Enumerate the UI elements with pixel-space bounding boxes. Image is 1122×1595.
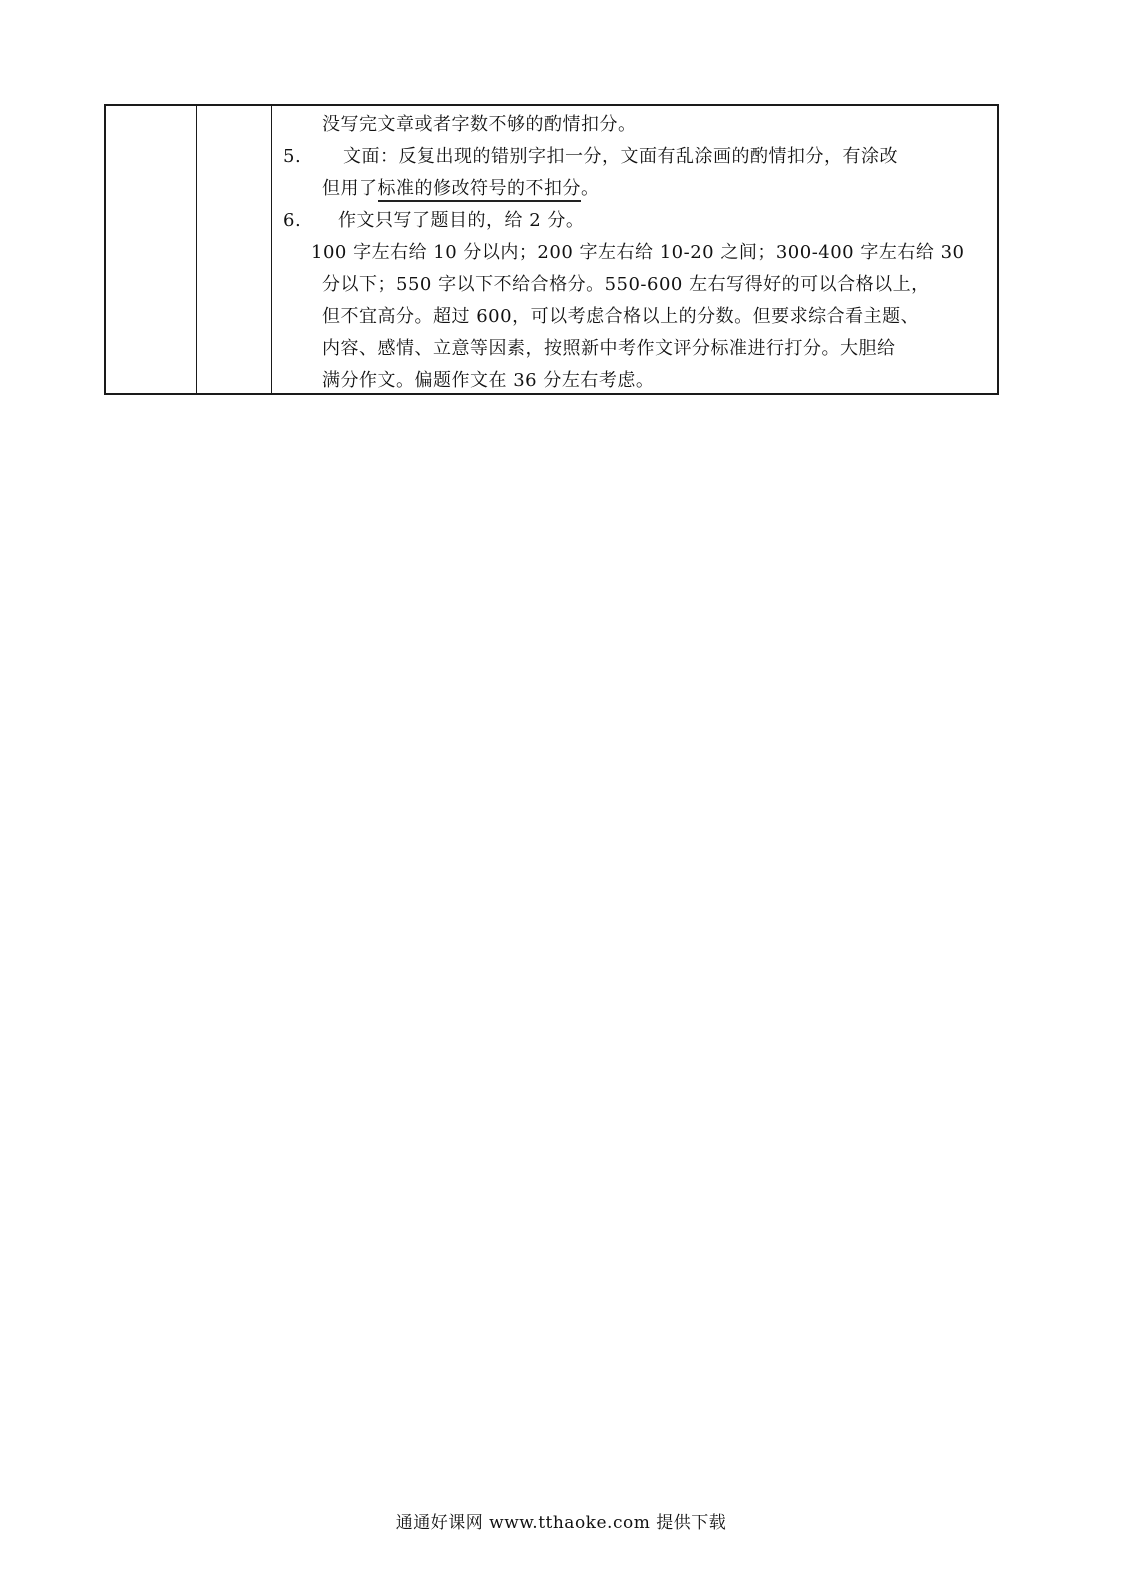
list-item-5-continuation bbox=[322, 178, 600, 200]
continuation-text: 没写完文章或者字数不够的酌情扣分。 bbox=[322, 114, 637, 135]
table-cell-empty bbox=[197, 106, 271, 393]
table-cell-empty bbox=[106, 106, 196, 393]
paragraph-line: 100 字左右给 10 分以内；200 字左右给 10-20 之间；300-400 字左右给 30 bbox=[311, 242, 965, 263]
paragraph-line: 满分作文。偏题作文在 36 分左右考虑。 bbox=[322, 370, 655, 391]
list-item-5 bbox=[283, 146, 898, 168]
text-segment: 但用了 bbox=[322, 178, 378, 199]
list-item-6 bbox=[283, 210, 584, 232]
list-number: 6. bbox=[283, 210, 302, 231]
list-item-text: 作文只写了题目的，给 2 分。 bbox=[338, 210, 585, 231]
paragraph-line: 分以下；550 字以下不给合格分。550-600 左右写得好的可以合格以上， bbox=[322, 274, 930, 295]
table-cell-scoring-rules bbox=[273, 106, 997, 393]
scoring-table bbox=[104, 104, 999, 395]
list-item-text: 文面：反复出现的错别字扣一分，文面有乱涂画的酌情扣分，有涂改 bbox=[343, 146, 898, 167]
underlined-text: 标准的修改符号的不扣分 bbox=[378, 178, 582, 202]
text-segment: 。 bbox=[581, 178, 600, 199]
page-footer: 通通好课网 www.tthaoke.com 提供下载 bbox=[395, 1513, 727, 1533]
table-column-divider bbox=[271, 106, 272, 393]
paragraph-line: 但不宜高分。超过 600，可以考虑合格以上的分数。但要求综合看主题、 bbox=[322, 306, 920, 327]
list-number: 5. bbox=[283, 146, 302, 167]
paragraph-line: 内容、感情、立意等因素，按照新中考作文评分标准进行打分。大胆给 bbox=[322, 338, 896, 359]
